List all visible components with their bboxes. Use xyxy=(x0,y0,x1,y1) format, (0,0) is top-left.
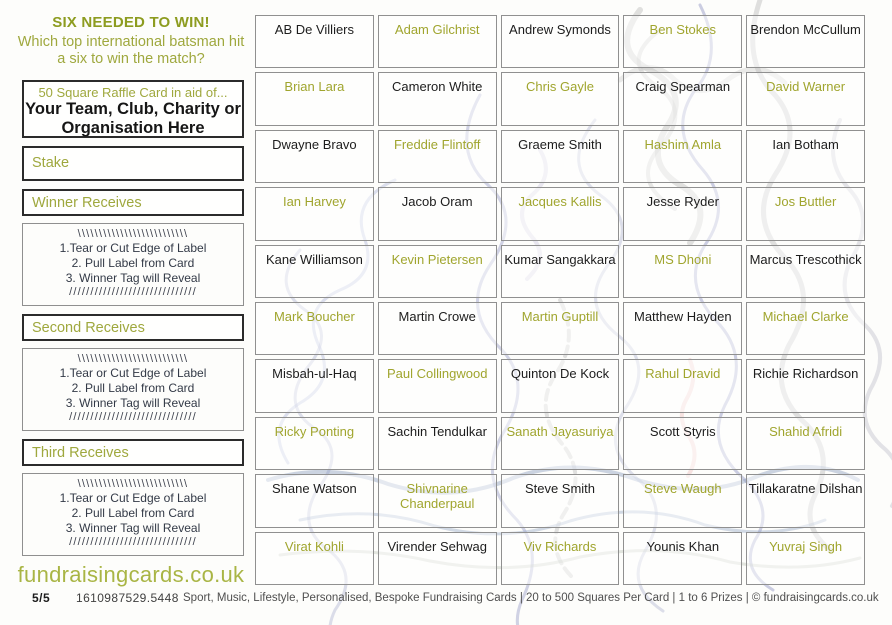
instruction-step-3: 3. Winner Tag will Reveal xyxy=(65,271,201,285)
player-name: Craig Spearman xyxy=(635,79,731,95)
player-square xyxy=(255,474,374,527)
player-square xyxy=(623,15,742,68)
player-name: Ian Harvey xyxy=(282,194,346,210)
player-square xyxy=(255,532,374,585)
player-name: Martin Guptill xyxy=(521,309,599,324)
instruction-step-3: 3. Winner Tag will Reveal xyxy=(65,521,201,535)
player-square xyxy=(501,72,620,125)
player-name: Viv Richards xyxy=(523,538,597,554)
player-name: Michael Clarke xyxy=(762,309,849,324)
third-receives-label: Third Receives xyxy=(32,445,129,461)
footer-tagline: Sport, Music, Lifestyle, Personalised, Bespoke Fundraising Cards | 20 to 500 Squares Per Card | 1 to 6 Prizes | © fundraisingcards.co.uk xyxy=(183,592,879,604)
player-name: Dwayne Bravo xyxy=(272,136,357,152)
third-receives-box xyxy=(22,439,244,466)
player-name: Tillakaratne Dilshan xyxy=(748,481,863,497)
player-name: Sachin Tendulkar xyxy=(387,423,487,439)
player-square xyxy=(746,417,865,470)
player-square xyxy=(378,474,497,527)
player-name: David Warner xyxy=(766,79,846,95)
player-square xyxy=(378,130,497,183)
instruction-step-1: 1.Tear or Cut Edge of Label xyxy=(59,491,207,505)
player-name: Matthew Hayden xyxy=(634,309,732,324)
player-name: Graeme Smith xyxy=(518,136,602,152)
second-receives-box xyxy=(22,314,244,341)
instruction-step-3: 3. Winner Tag will Reveal xyxy=(65,396,201,410)
player-name: Marcus Trescothick xyxy=(749,251,862,267)
player-square xyxy=(255,15,374,68)
hatch-bottom: ////////////////////////////// xyxy=(69,411,197,423)
instruction-step-1: 1.Tear or Cut Edge of Label xyxy=(59,241,207,255)
player-square xyxy=(746,15,865,68)
card-question: Which top international batsman hit a six to win the match? xyxy=(17,34,245,67)
player-square xyxy=(378,72,497,125)
player-name: Ben Stokes xyxy=(649,22,717,37)
player-name: Rahul Dravid xyxy=(645,366,721,382)
player-square xyxy=(746,532,865,585)
player-square xyxy=(255,72,374,125)
player-name: Younis Khan xyxy=(646,538,720,554)
player-name: Chris Gayle xyxy=(526,79,594,95)
player-square xyxy=(501,532,620,585)
player-grid xyxy=(255,15,865,585)
player-square xyxy=(501,245,620,298)
player-name: Andrew Symonds xyxy=(509,22,611,37)
hatch-top: \\\\\\\\\\\\\\\\\\\\\\\\\\ xyxy=(77,353,189,365)
card-headline: SIX NEEDED TO WIN! xyxy=(52,14,210,31)
player-square xyxy=(746,359,865,412)
player-name: AB De Villiers xyxy=(274,22,355,37)
player-name: Richie Richardson xyxy=(752,366,859,382)
serial-number: 1610987529.5448 xyxy=(76,591,179,605)
player-name: Shivnarine Chanderpaul xyxy=(399,481,475,512)
player-square xyxy=(623,245,742,298)
player-square xyxy=(255,417,374,470)
instructions-box-2 xyxy=(22,348,244,431)
player-square xyxy=(746,474,865,527)
player-square xyxy=(623,302,742,355)
player-name: Mark Boucher xyxy=(273,309,355,324)
sidebar xyxy=(12,10,250,588)
player-square xyxy=(255,359,374,412)
organisation-name-placeholder: Your Team, Club, Charity or Organisation Here xyxy=(25,100,241,137)
player-square xyxy=(623,474,742,527)
player-square xyxy=(623,130,742,183)
player-name: Brendon McCullum xyxy=(750,22,861,37)
player-name: Freddie Flintoff xyxy=(393,136,481,152)
player-square xyxy=(378,359,497,412)
player-square xyxy=(255,130,374,183)
player-name: Misbah-ul-Haq xyxy=(272,366,357,382)
player-square xyxy=(501,130,620,183)
player-name: Cameron White xyxy=(392,79,483,95)
player-square xyxy=(255,187,374,240)
player-name: Shane Watson xyxy=(272,481,357,497)
stake-label: Stake xyxy=(32,155,70,171)
player-name: Jesse Ryder xyxy=(646,194,719,210)
player-square xyxy=(378,15,497,68)
stake-box xyxy=(22,146,244,181)
hatch-top: \\\\\\\\\\\\\\\\\\\\\\\\\\ xyxy=(77,478,189,490)
player-square xyxy=(501,417,620,470)
player-name: Hashim Amla xyxy=(644,136,722,152)
player-name: Virender Sehwag xyxy=(387,538,487,554)
player-square xyxy=(623,359,742,412)
player-square xyxy=(623,417,742,470)
instructions-box-1 xyxy=(22,223,244,306)
player-name: Sanath Jayasuriya xyxy=(506,423,614,439)
player-square xyxy=(501,302,620,355)
player-square xyxy=(255,302,374,355)
player-square xyxy=(378,302,497,355)
in-aid-of-box xyxy=(22,80,244,138)
instructions-box-3 xyxy=(22,473,244,556)
player-name: Martin Crowe xyxy=(398,309,476,324)
player-square xyxy=(378,417,497,470)
player-square xyxy=(378,187,497,240)
player-square xyxy=(746,245,865,298)
player-name: Jacques Kallis xyxy=(518,194,602,210)
player-square xyxy=(746,72,865,125)
player-name: Ricky Ponting xyxy=(274,423,355,439)
player-name: MS Dhoni xyxy=(654,251,712,267)
player-square xyxy=(746,130,865,183)
player-square xyxy=(378,245,497,298)
player-name: Kumar Sangakkara xyxy=(504,251,616,267)
player-square xyxy=(623,187,742,240)
instruction-step-2: 2. Pull Label from Card xyxy=(71,381,195,395)
player-name: Paul Collingwood xyxy=(386,366,488,382)
player-name: Virat Kohli xyxy=(284,538,344,554)
winner-receives-label: Winner Receives xyxy=(32,195,142,211)
second-receives-label: Second Receives xyxy=(32,320,145,336)
in-aid-of-subtitle: 50 Square Raffle Card in aid of... xyxy=(38,85,228,100)
player-name: Yuvraj Singh xyxy=(769,538,843,554)
player-name: Jos Buttler xyxy=(774,194,837,210)
player-square xyxy=(501,359,620,412)
player-name: Ian Botham xyxy=(772,136,839,152)
player-name: Kane Williamson xyxy=(265,251,363,267)
hatch-bottom: ////////////////////////////// xyxy=(69,286,197,298)
website-url: fundraisingcards.co.uk xyxy=(17,562,245,587)
hatch-bottom: ////////////////////////////// xyxy=(69,536,197,548)
player-name: Kevin Pietersen xyxy=(391,251,483,267)
player-name: Steve Smith xyxy=(524,481,596,497)
player-square xyxy=(623,72,742,125)
hatch-top: \\\\\\\\\\\\\\\\\\\\\\\\\\ xyxy=(77,228,189,240)
player-square xyxy=(378,532,497,585)
player-name: Adam Gilchrist xyxy=(394,22,480,37)
page-number: 5/5 xyxy=(32,591,51,605)
player-square xyxy=(623,532,742,585)
player-name: Jacob Oram xyxy=(401,194,473,210)
player-square xyxy=(501,187,620,240)
instruction-step-2: 2. Pull Label from Card xyxy=(71,506,195,520)
player-square xyxy=(501,15,620,68)
bottom-bar xyxy=(0,589,892,609)
player-name: Brian Lara xyxy=(284,79,345,95)
player-square xyxy=(255,245,374,298)
instruction-step-1: 1.Tear or Cut Edge of Label xyxy=(59,366,207,380)
player-name: Quinton De Kock xyxy=(510,366,610,382)
player-square xyxy=(501,474,620,527)
player-name: Steve Waugh xyxy=(644,481,722,497)
player-name: Shahid Afridi xyxy=(769,423,843,439)
winner-receives-box xyxy=(22,189,244,216)
player-name: Scott Styris xyxy=(649,423,716,439)
player-square xyxy=(746,187,865,240)
instruction-step-2: 2. Pull Label from Card xyxy=(71,256,195,270)
player-square xyxy=(746,302,865,355)
